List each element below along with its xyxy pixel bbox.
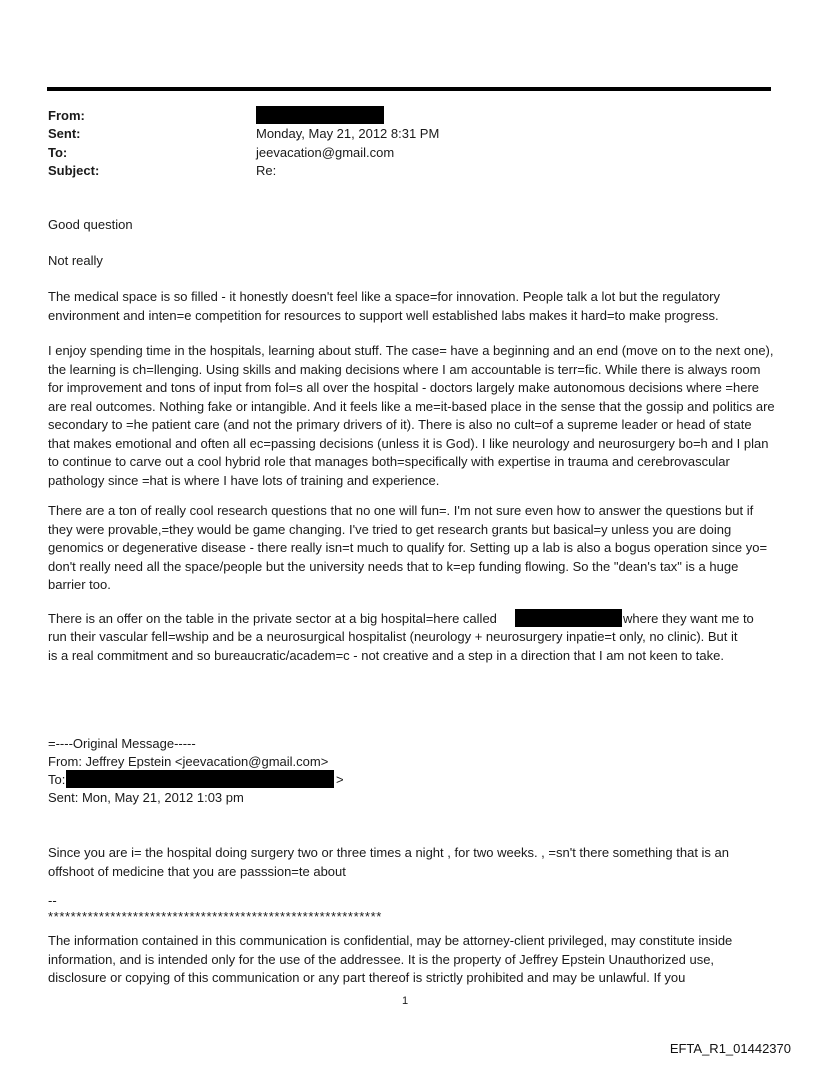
to-value: jeevacation@gmail.com	[256, 145, 395, 160]
document-id: EFTA_R1_01442370	[669, 1041, 791, 1056]
original-separator: =----Original Message-----	[48, 736, 196, 751]
sent-label: Sent:	[48, 126, 81, 141]
original-sent: Sent: Mon, May 21, 2012 1:03 pm	[48, 790, 244, 805]
body-paragraph-3: The medical space is so filled - it honestly doesn't feel like a space=for innovation. People talk a lot but the regulatory environment and inten=e competition for resources to support well established labs makes it hard=to make progress.	[48, 289, 721, 323]
redacted-recipient	[66, 770, 334, 788]
p6-line-2: run their vascular fell=wship and be a neurosurgical hospitalist (neurology + neurosurgery inpatie=t only, no clinic). But it	[48, 629, 738, 644]
disclaimer-stars: ***********************************************************	[48, 909, 382, 924]
subject-value: Re:	[256, 163, 277, 178]
p6-line-3: is a real commitment and so bureaucratic/academ=c - not creative and a step in a direction that I am not keen to take.	[48, 648, 724, 663]
header-rule	[47, 87, 771, 91]
original-from: From: Jeffrey Epstein <jeevacation@gmail.com>	[48, 754, 329, 769]
p6-text-before-redaction: There is an offer on the table in the private sector at a big hospital=here called	[48, 611, 497, 626]
body-paragraph-2: Not really	[48, 253, 103, 268]
original-message-text: Since you are i= the hospital doing surgery two or three times a night , for two weeks. , =sn't there something that is an offshoot of medicine that you are passsion=te about	[48, 845, 730, 879]
disclaimer-text: The information contained in this communication is confidential, may be attorney-client privileged, may constitute inside information, and is intended only for the use of the addressee. It is the property of Jeffrey Epstein Unauthorized use, disclosure or copying of this communication or any part thereof is strictly prohibited and may be unlawful. If you	[48, 933, 733, 985]
from-label: From:	[48, 108, 85, 123]
subject-label: Subject:	[48, 163, 100, 178]
signature-dashes: --	[48, 893, 57, 908]
original-to-close: >	[336, 772, 344, 787]
original-to-label: To:	[48, 772, 66, 787]
page-number: 1	[402, 995, 409, 1007]
redacted-hospital-name	[515, 609, 622, 627]
redacted-sender	[256, 106, 384, 124]
sent-value: Monday, May 21, 2012 8:31 PM	[256, 126, 440, 141]
to-label: To:	[48, 145, 68, 160]
body-paragraph-1: Good question	[48, 217, 133, 232]
body-paragraph-5: There are a ton of really cool research questions that no one will fun=. I'm not sure even how to answer the questions but if they were provable,=they would be game changing. I've tried to get research grants but basical=y unless you are doing genomics or degenerative disease - there really isn=t much to qualify for. Setting up a lab is also a bogus operation since yo= don't really need all the space/people but the university needs that to k=ep funding flowing. So the "dean's tax" is a huge barrier too.	[48, 503, 768, 592]
body-paragraph-4: I enjoy spending time in the hospitals, learning about stuff. The case= have a beginning and an end (move on to the next one), the learning is ch=llenging. Using skills and making decisions where I am accountable is terr=fic. While there is always room for improvement and tons of input from fol=s all over the hospital - doctors largely make autonomous decisions where =here are real outcomes. Nothing fake or intangible. And it feels like a me=it-based place in the sense that the gossip and politics are secondary to =he patient care (and not the primary drivers of it). There is also no cult=of a supreme leader or head of state that makes emotional and often all ec=passing decisions (unless it is God). I like neurology and neurosurgery bo=h and I plan to continue to carve out a cool hybrid role that manages both=specifically with expertise in trauma and cerebrovascular pathology since =hat is where I have lots of training and experience.	[48, 343, 775, 488]
p6-text-after-redaction: where they want me to	[623, 611, 754, 626]
